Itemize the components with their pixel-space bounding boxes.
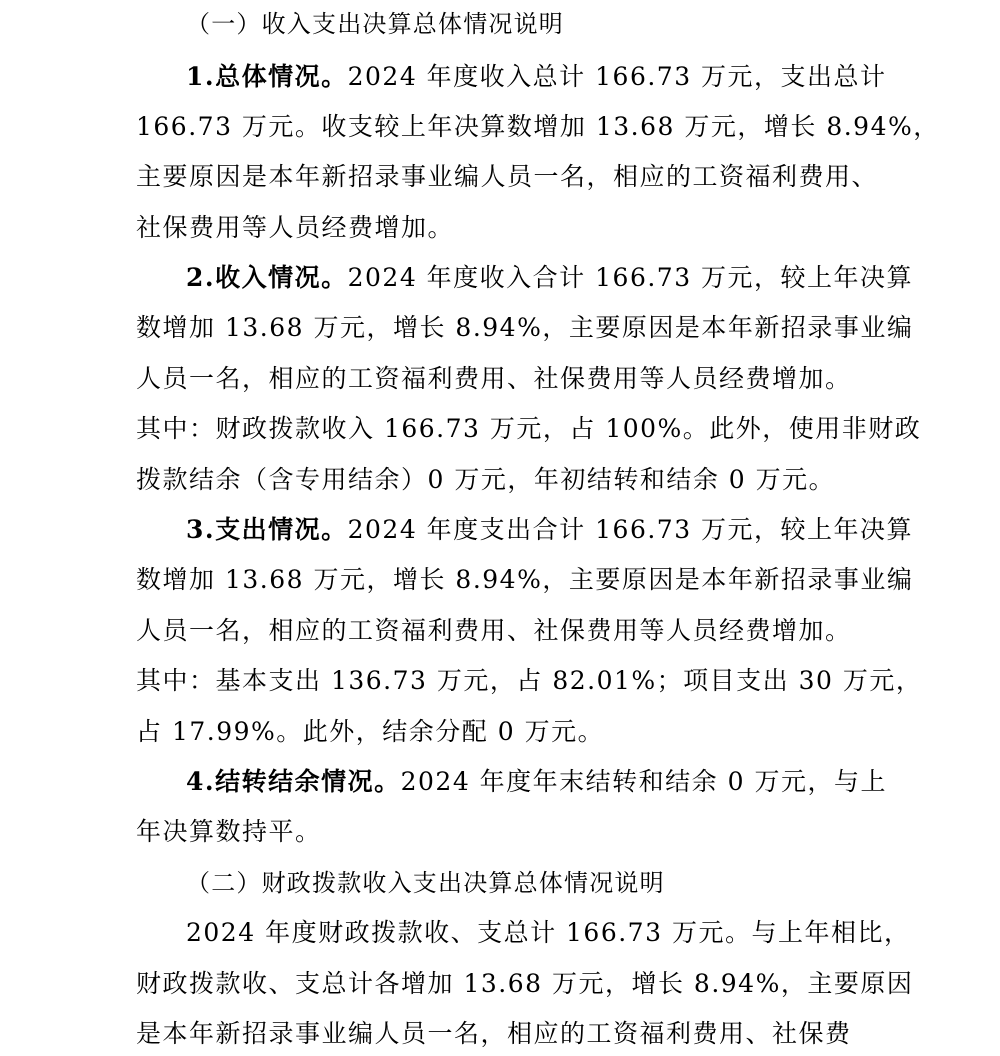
paragraph-2-line-2: 数增加 13.68 万元，增长 8.94%，主要原因是本年新招录事业编 — [136, 313, 914, 342]
paragraph-1-line-4: 社保费用等人员经费增加。 — [136, 213, 455, 242]
paragraph-2-text: 2024 年度收入合计 166.73 万元，较上年决算 — [347, 263, 914, 292]
paragraph-3-line-3: 人员一名，相应的工资福利费用、社保费用等人员经费增加。 — [136, 616, 852, 645]
paragraph-2-line-3: 人员一名，相应的工资福利费用、社保费用等人员经费增加。 — [136, 364, 852, 393]
paragraph-1-line-2: 166.73 万元。收支较上年决算数增加 13.68 万元，增长 8.94%， — [136, 112, 940, 141]
paragraph-5-line-1: 2024 年度财政拨款收、支总计 166.73 万元。与上年相比， — [186, 918, 911, 947]
paragraph-5-line-2: 财政拨款收、支总计各增加 13.68 万元，增长 8.94%，主要原因 — [136, 969, 914, 998]
paragraph-3-line-2: 数增加 13.68 万元，增长 8.94%，主要原因是本年新招录事业编 — [136, 565, 914, 594]
paragraph-1-line-3: 主要原因是本年新招录事业编人员一名，相应的工资福利费用、 — [136, 162, 879, 191]
paragraph-4-title: 4.结转结余情况。 — [186, 767, 401, 796]
paragraph-3-title: 3.支出情况。 — [186, 515, 348, 544]
paragraph-3-line-1 — [186, 515, 913, 545]
paragraph-4-line-1 — [186, 767, 887, 797]
paragraph-1-text: 2024 年度收入总计 166.73 万元，支出总计 — [347, 62, 887, 91]
paragraph-2-line-5: 拨款结余（含专用结余）0 万元，年初结转和结余 0 万元。 — [136, 465, 836, 494]
paragraph-4-text: 2024 年度年末结转和结余 0 万元，与上 — [400, 767, 887, 796]
paragraph-1-line-1 — [186, 62, 887, 92]
paragraph-2-line-4: 其中：财政拨款收入 166.73 万元，占 100%。此外，使用非财政 — [136, 414, 922, 443]
paragraph-2-line-1 — [186, 263, 913, 293]
section-heading-1: （一）收入支出决算总体情况说明 — [186, 10, 564, 38]
paragraph-3-text: 2024 年度支出合计 166.73 万元，较上年决算 — [347, 515, 914, 544]
paragraph-2-title: 2.收入情况。 — [186, 263, 348, 292]
paragraph-3-line-5: 占 17.99%。此外，结余分配 0 万元。 — [136, 717, 605, 746]
section-heading-2: （二）财政拨款收入支出决算总体情况说明 — [186, 869, 665, 897]
paragraph-4-line-2: 年决算数持平。 — [136, 817, 322, 846]
paragraph-1-title: 1.总体情况。 — [186, 62, 348, 91]
paragraph-3-line-4: 其中：基本支出 136.73 万元，占 82.01%；项目支出 30 万元， — [136, 666, 923, 695]
paragraph-5-line-3: 是本年新招录事业编人员一名，相应的工资福利费用、社保费 — [136, 1019, 852, 1048]
